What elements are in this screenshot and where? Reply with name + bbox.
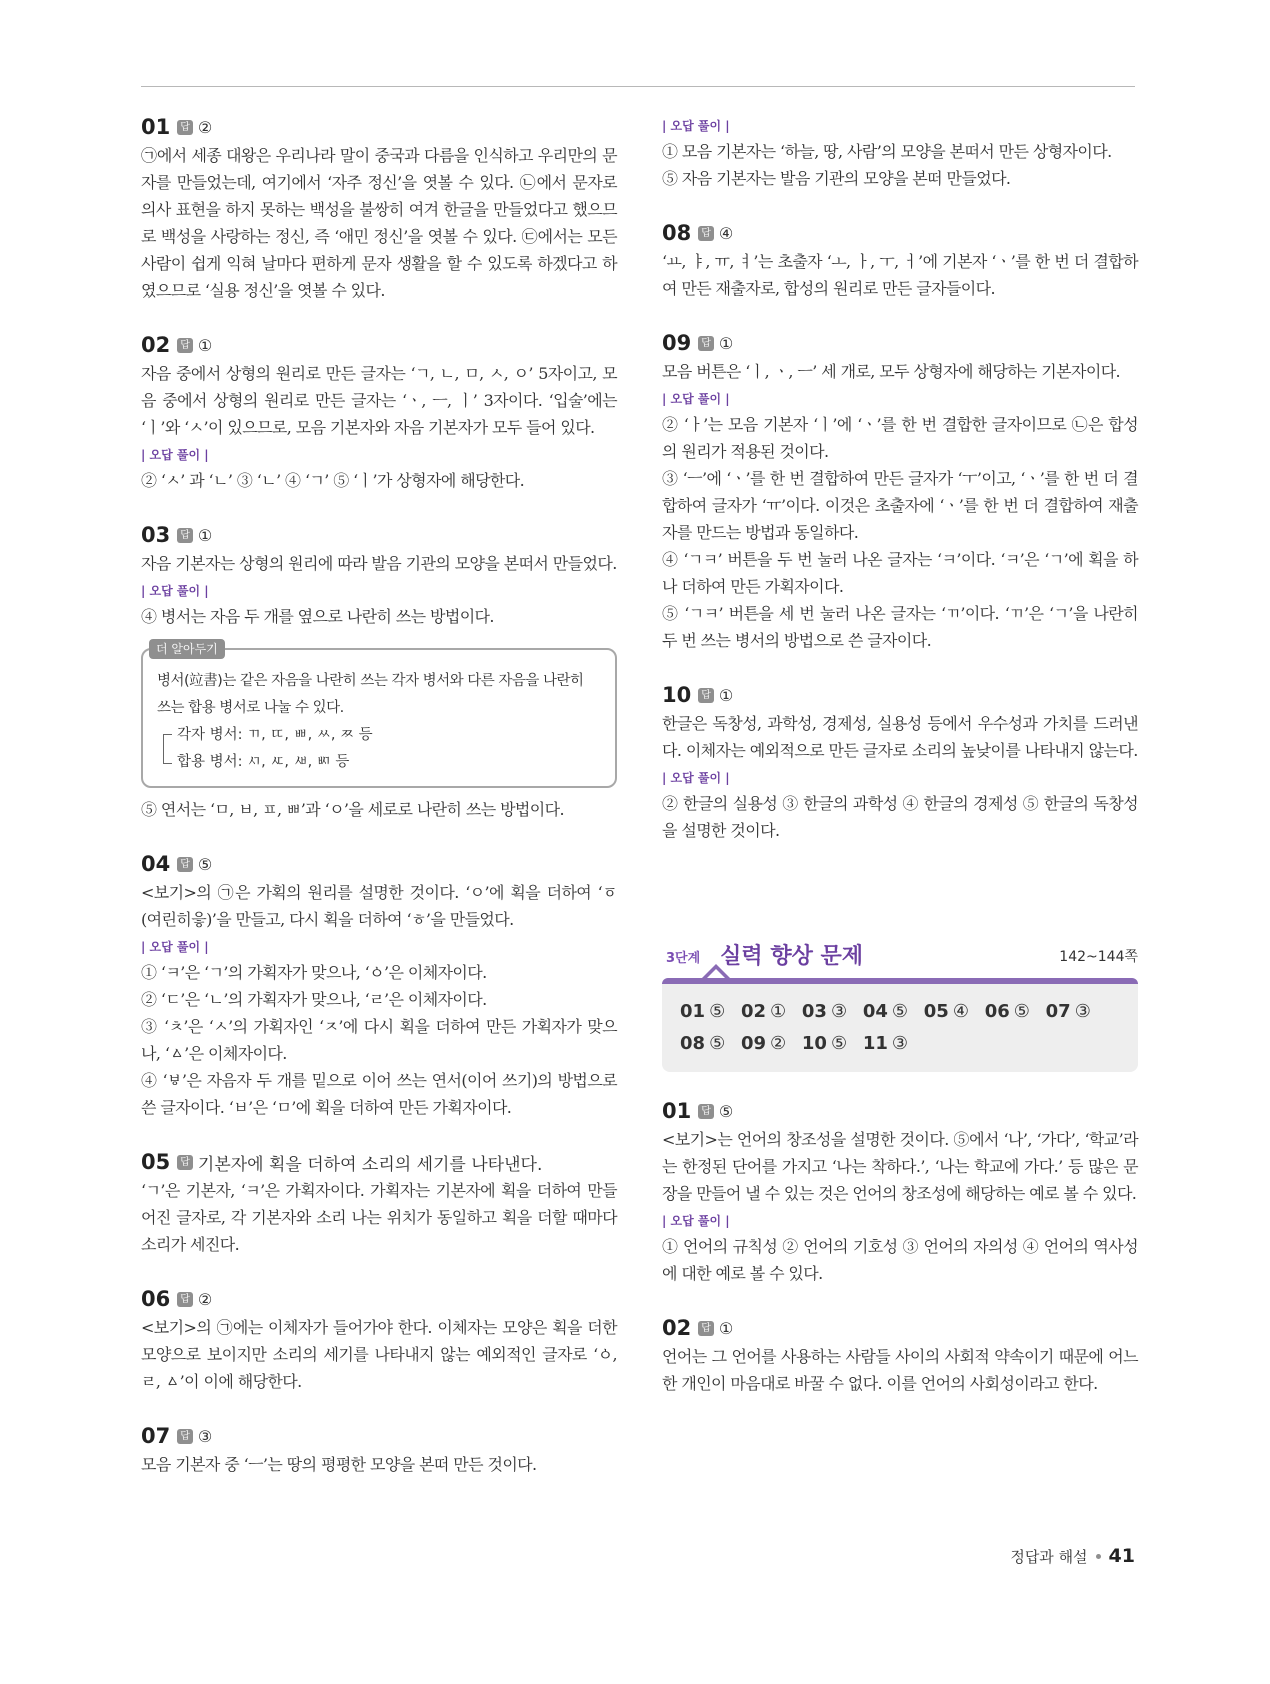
answer-badge: 답: [698, 1104, 714, 1119]
answer-item: [141, 849, 617, 1121]
stage-bar: [662, 978, 1138, 984]
more-info-text: 병서(竝書)는 같은 자음을 나란히 쓰는 각자 병서와 다른 자음을 나란히 쓰는 합용 병서로 나눌 수 있다.: [157, 673, 584, 716]
quick-answer-number: 07: [1045, 1001, 1071, 1022]
answer-item: [662, 1096, 1138, 1287]
more-info-box: [141, 642, 617, 788]
quick-answer-number: 06: [984, 1001, 1010, 1022]
wrong-answer-label: | 오답 풀이 |: [662, 1214, 730, 1228]
answer-value: ①: [197, 335, 213, 355]
quick-answers: [662, 984, 1138, 1072]
quick-answer: [741, 1001, 786, 1022]
answer-value: ⑤: [718, 1101, 734, 1121]
wrong-answer-label: | 오답 풀이 |: [662, 771, 730, 785]
wrong-answer-label: | 오답 풀이 |: [141, 584, 209, 598]
explanation-text: <보기>의 ㉠에는 이체자가 들어가야 한다. 이체자는 모양은 획을 더한 모양으로 보이지만 소리의 세기를 나타내지 않는 예외적인 글자로 ‘ㆁ, ㄹ, ㅿ’이 이에 해당한다.: [141, 1318, 617, 1391]
quick-answer-value: ⑤: [709, 1033, 726, 1054]
quick-answer: [802, 1033, 847, 1054]
quick-answer: [863, 1001, 908, 1022]
quick-answer-number: 11: [862, 1033, 888, 1054]
answer-badge: 답: [177, 857, 193, 872]
wrong-answer-label: | 오답 풀이 |: [141, 448, 209, 462]
answer-value: 기본자에 획을 더하여 소리의 세기를 나타낸다.: [197, 1154, 543, 1175]
wrong-answer-label: | 오답 풀이 |: [141, 940, 209, 954]
question-number: 02: [141, 333, 171, 357]
quick-answer-number: 10: [801, 1033, 827, 1054]
stage-pages: 142~144쪽: [1059, 949, 1138, 965]
footer-label: 정답과 해설: [1010, 1547, 1088, 1566]
quick-answer-number: 01: [680, 1001, 706, 1022]
question-number: 05: [141, 1150, 171, 1174]
answer-badge: 답: [177, 338, 193, 353]
answer-badge: 답: [177, 1155, 193, 1170]
wrong-answer-label: | 오답 풀이 |: [662, 392, 730, 406]
explanation-text: ‘ㅛ, ㅑ, ㅠ, ㅕ’는 초출자 ‘ㅗ, ㅏ, ㅜ, ㅓ’에 기본자 ‘ㆍ’를 한 번 더 결합하여 만든 재출자로, 합성의 원리로 만든 글자들이다.: [662, 252, 1138, 298]
wrong-answer-text: ① 모음 기본자는 ‘하늘, 땅, 사람’의 모양을 본떠서 만든 상형자이다.: [662, 142, 1112, 161]
question-header: [141, 112, 617, 142]
quick-answer-number: 02: [740, 1001, 766, 1022]
answer-badge: 답: [698, 336, 714, 351]
quick-answer-value: ③: [830, 1001, 848, 1022]
explanation-text: 모음 기본자 중 ‘ㅡ’는 땅의 평평한 모양을 본떠 만든 것이다.: [141, 1455, 537, 1474]
answer-badge: 답: [177, 1292, 193, 1307]
question-header: [141, 520, 617, 550]
answer-value: ②: [197, 1289, 213, 1309]
quick-answer: [924, 1001, 969, 1022]
question-header: [141, 1421, 617, 1451]
quick-answer: [680, 1001, 725, 1022]
quick-answer-value: ③: [891, 1033, 909, 1054]
question-number: 04: [141, 852, 171, 876]
stage-header: [662, 936, 1138, 976]
answer-badge: 답: [177, 1429, 193, 1444]
explanation-text: ⑤ 연서는 ‘ㅁ, ㅂ, ㅍ, ㅃ’과 ‘ㅇ’을 세로로 나란히 쓰는 방법이다.: [141, 800, 564, 819]
explanation-text: 한글은 독창성, 과학성, 경제성, 실용성 등에서 우수성과 가치를 드러낸다. 이체자는 예외적으로 만든 글자로 소리의 높낮이를 나타내지 않는다.: [662, 714, 1138, 760]
answer-item: [141, 330, 617, 494]
quick-answer-value: ④: [952, 1001, 969, 1022]
answer-value: ④: [718, 223, 734, 243]
answer-value: ①: [718, 333, 734, 353]
question-number: 09: [662, 331, 692, 355]
wrong-answer-text: ① 언어의 규칙성 ② 언어의 기호성 ③ 언어의 자의성 ④ 언어의 역사성에 대한 예로 볼 수 있다.: [662, 1237, 1138, 1283]
explanation-text: 모음 버튼은 ‘ㅣ, ㆍ, ㅡ’ 세 개로, 모두 상형자에 해당하는 기본자이다.: [662, 362, 1121, 381]
quick-answer-number: 09: [740, 1033, 766, 1054]
answer-item: [141, 520, 617, 823]
answer-value: ⑤: [197, 854, 213, 874]
wrong-answer-text: ③ ‘ㅡ’에 ‘ㆍ’를 한 번 결합하여 만든 글자가 ‘ㅜ’이고, ‘ㆍ’를 한 번 더 결합하여 글자가 ‘ㅠ’이다. 이것은 초출자에 ‘ㆍ’를 한 번 더 결합하여 재출자를 만드는 방법과 동일하다.: [662, 469, 1138, 542]
wrong-answer-text: ② ‘ㅅ’ 과 ‘ㄴ’ ③ ‘ㄴ’ ④ ‘ㄱ’ ⑤ ‘ㅣ’가 상형자에 해당한다.: [141, 471, 525, 490]
quick-answer: [680, 1033, 725, 1054]
answer-item: [141, 112, 617, 304]
answer-item: [662, 116, 1138, 192]
explanation-text: ‘ㄱ’은 기본자, ‘ㅋ’은 가획자이다. 가획자는 기본자에 획을 더하여 만들어진 글자로, 각 기본자와 소리 나는 위치가 동일하고 획을 더할 때마다 소리가 세진다.: [141, 1181, 617, 1254]
stage-label: 3단계: [666, 951, 701, 966]
wrong-answer-text: ⑤ 자음 기본자는 발음 기관의 모양을 본떠 만들었다.: [662, 169, 1011, 188]
wrong-answer-text: ④ ‘ㅸ’은 자음자 두 개를 밑으로 이어 쓰는 연서(이어 쓰기)의 방법으로 쓴 글자이다. ‘ㅂ’은 ‘ㅁ’에 획을 더하여 만든 가획자이다.: [141, 1071, 617, 1117]
answer-item: [141, 1421, 617, 1478]
wrong-answer-text: ④ ‘ㄱㅋ’ 버튼을 두 번 눌러 나온 글자는 ‘ㅋ’이다. ‘ㅋ’은 ‘ㄱ’에 획을 하나 더하여 만든 가획자이다.: [662, 550, 1138, 596]
footer-dot: [1096, 1554, 1101, 1559]
wrong-answer-text: ② ‘ㄷ’은 ‘ㄴ’의 가획자가 맞으나, ‘ㄹ’은 이체자이다.: [141, 990, 487, 1009]
quick-answer-number: 05: [923, 1001, 949, 1022]
answer-item: [141, 1284, 617, 1395]
explanation-text: <보기>의 ㉠은 가획의 원리를 설명한 것이다. ‘ㅇ’에 획을 더하여 ‘ㆆ(여린히읗)’을 만들고, 다시 획을 더하여 ‘ㅎ’을 만들었다.: [141, 883, 617, 929]
quick-answer-value: ②: [770, 1033, 787, 1054]
quick-answer: [863, 1033, 908, 1054]
quick-answer: [802, 1001, 847, 1022]
question-header: [141, 330, 617, 360]
explanation-text: 자음 기본자는 상형의 원리에 따라 발음 기관의 모양을 본떠서 만들었다.: [141, 554, 617, 573]
explanation-text: ㉠에서 세종 대왕은 우리나라 말이 중국과 다름을 인식하고 우리만의 문자를 만들었는데, 여기에서 ‘자주 정신’을 엿볼 수 있다. ㉡에서 문자로 의사 표현을 하지 못하는 백성을 불쌍히 여겨 한글을 만들었다고 했으므로 백성을 사랑하는 정신, 즉 ‘애민 정신’을 엿볼 수 있다. ㉢에서는 모든 사람이 쉽게 익혀 날마다 편하게 문자 생활을 할 수 있도록 하겠다고 하였으므로 ‘실용 정신’을 엿볼 수 있다.: [141, 146, 617, 300]
left-column: [141, 112, 617, 1504]
quick-answer-value: ⑤: [891, 1001, 909, 1022]
question-header: [141, 849, 617, 879]
answer-value: ②: [197, 117, 213, 137]
quick-answer: [1046, 1001, 1091, 1022]
answer-item: [662, 1313, 1138, 1397]
quick-answer-number: 03: [801, 1001, 827, 1022]
answer-item: [662, 328, 1138, 654]
question-header: [662, 1313, 1138, 1343]
page-number: 41: [1108, 1545, 1135, 1567]
answer-badge: 답: [177, 120, 193, 135]
quick-answer-number: 04: [862, 1001, 888, 1022]
answer-badge: 답: [698, 688, 714, 703]
more-info-list-item: 합용 병서: ㅺ, ㅼ, ㅽ, ㅴ 등: [177, 754, 350, 770]
question-header: [141, 1284, 617, 1314]
quick-answer-value: ③: [1074, 1001, 1091, 1022]
quick-answer-number: 08: [680, 1033, 706, 1054]
answer-value: ①: [718, 685, 734, 705]
stage-section: [662, 936, 1138, 1072]
answer-value: ①: [718, 1318, 734, 1338]
wrong-answer-text: ④ 병서는 자음 두 개를 옆으로 나란히 쓰는 방법이다.: [141, 607, 494, 626]
question-number: 07: [141, 1424, 171, 1448]
top-rule: [141, 86, 1135, 87]
question-header: [662, 1096, 1138, 1126]
wrong-answer-text: ① ‘ㅋ’은 ‘ㄱ’의 가획자가 맞으나, ‘ㆁ’은 이체자이다.: [141, 963, 487, 982]
more-info-list-item: 각자 병서: ㄲ, ㄸ, ㅃ, ㅆ, ㅉ 등: [177, 727, 373, 743]
quick-answer-value: ⑤: [709, 1001, 726, 1022]
question-number: 06: [141, 1287, 171, 1311]
wrong-answer-text: ② ‘ㅏ’는 모음 기본자 ‘ㅣ’에 ‘ㆍ’를 한 번 결합한 글자이므로 ㉡은 합성의 원리가 적용된 것이다.: [662, 415, 1138, 461]
answer-item: [662, 218, 1138, 302]
quick-answer-value: ⑤: [830, 1033, 848, 1054]
question-header: [141, 1147, 617, 1177]
question-header: [662, 218, 1138, 248]
question-number: 02: [662, 1316, 692, 1340]
quick-answer: [741, 1033, 786, 1054]
stage-title: 실력 향상 문제: [720, 944, 864, 969]
answer-item: [662, 680, 1138, 844]
wrong-answer-text: ③ ‘ㅊ’은 ‘ㅅ’의 가획자인 ‘ㅈ’에 다시 획을 더하여 만든 가획자가 맞으나, ‘ㅿ’은 이체자이다.: [141, 1017, 617, 1063]
question-number: 01: [141, 115, 171, 139]
right-column: [662, 112, 1138, 1423]
question-number: 01: [662, 1099, 692, 1123]
answer-badge: 답: [177, 528, 193, 543]
wrong-answer-label: | 오답 풀이 |: [662, 119, 730, 133]
wrong-answer-text: ⑤ ‘ㄱㅋ’ 버튼을 세 번 눌러 나온 글자는 ‘ㄲ’이다. ‘ㄲ’은 ‘ㄱ’을 나란히 두 번 쓰는 병서의 방법으로 쓴 글자이다.: [662, 604, 1138, 650]
quick-answer-value: ①: [770, 1001, 787, 1022]
answer-item: [141, 1147, 617, 1258]
question-header: [662, 680, 1138, 710]
more-info-list: [163, 722, 601, 776]
stage-caret: [702, 964, 730, 978]
question-number: 03: [141, 523, 171, 547]
answer-badge: 답: [698, 1321, 714, 1336]
answer-badge: 답: [698, 226, 714, 241]
answer-value: ③: [197, 1426, 213, 1446]
question-header: [662, 328, 1138, 358]
wrong-answer-text: ② 한글의 실용성 ③ 한글의 과학성 ④ 한글의 경제성 ⑤ 한글의 독창성을 설명한 것이다.: [662, 794, 1138, 840]
quick-answer-value: ⑤: [1013, 1001, 1030, 1022]
explanation-text: 자음 중에서 상형의 원리로 만든 글자는 ‘ㄱ, ㄴ, ㅁ, ㅅ, ㅇ’ 5자이고, 모음 중에서 상형의 원리로 만든 글자는 ‘ㆍ, ㅡ, ㅣ’ 3자이다. ‘입술’에는 ‘ㅣ’와 ‘ㅅ’이 있으므로, 모음 기본자와 자음 기본자가 모두 들어 있다.: [141, 364, 617, 437]
question-number: 08: [662, 221, 692, 245]
explanation-text: <보기>는 언어의 창조성을 설명한 것이다. ⑤에서 ‘나’, ‘가다’, ‘학교’라는 한정된 단어를 가지고 ‘나는 착하다.’, ‘나는 학교에 가다.’ 등 많은 문장을 만들어 낼 수 있는 것은 언어의 창조성에 해당하는 예로 볼 수 있다.: [662, 1130, 1138, 1203]
explanation-text: 언어는 그 언어를 사용하는 사람들 사이의 사회적 약속이기 때문에 어느 한 개인이 마음대로 바꿀 수 없다. 이를 언어의 사회성이라고 한다.: [662, 1347, 1138, 1393]
answer-value: ①: [197, 525, 213, 545]
page-footer: [1010, 1545, 1135, 1567]
more-info-tag: 더 알아두기: [149, 639, 225, 659]
question-number: 10: [662, 683, 692, 707]
quick-answer: [985, 1001, 1030, 1022]
